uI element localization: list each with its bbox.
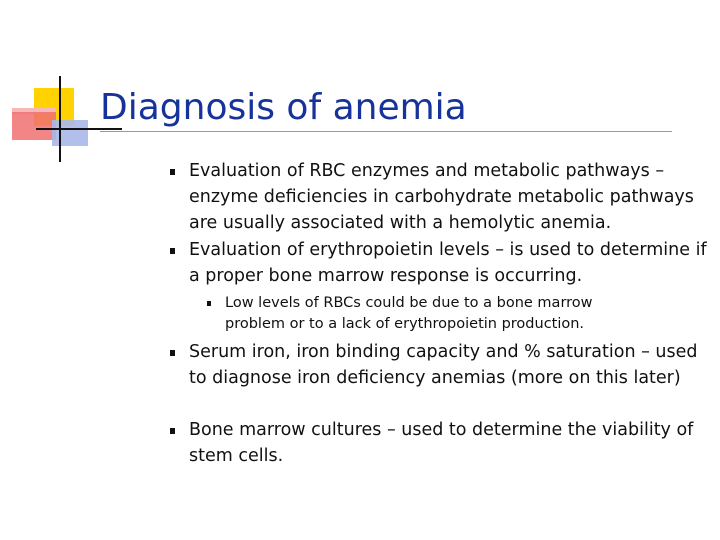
sub-bullet-text: Low levels of RBCs could be due to a bone marrow problem or to a lack of erythropoietin production. [225,295,593,332]
bullet-text: Serum iron, iron binding capacity and % saturation – used to diagnose iron deficiency anemias (more on this later) [189,342,698,388]
bullet-item [189,237,709,289]
bullet-text: Evaluation of erythropoietin levels – is used to determine if a proper bone marrow response is occurring. [189,240,707,286]
title-underline [100,131,672,132]
slide-title: Diagnosis of anemia [100,87,467,128]
sub-bullet-item [225,293,645,335]
bullet-square-icon [170,169,175,175]
bullet-square-icon [170,350,175,356]
bullet-item [189,417,709,469]
bullet-item [189,158,709,236]
blue-square-shape [52,120,88,146]
red-square-shape [12,112,56,140]
decorative-logo [0,0,120,170]
sub-bullet-square-icon [207,301,211,306]
bullet-item [189,339,709,391]
vertical-line-shape [59,76,61,162]
bullet-square-icon [170,428,175,434]
bullet-text: Bone marrow cultures – used to determine the viability of stem cells. [189,420,694,466]
bullet-text: Evaluation of RBC enzymes and metabolic pathways – enzyme deficiencies in carbohydrate metabolic pathways are usually associated with a hemolytic anemia. [189,161,694,233]
bullet-square-icon [170,248,175,254]
